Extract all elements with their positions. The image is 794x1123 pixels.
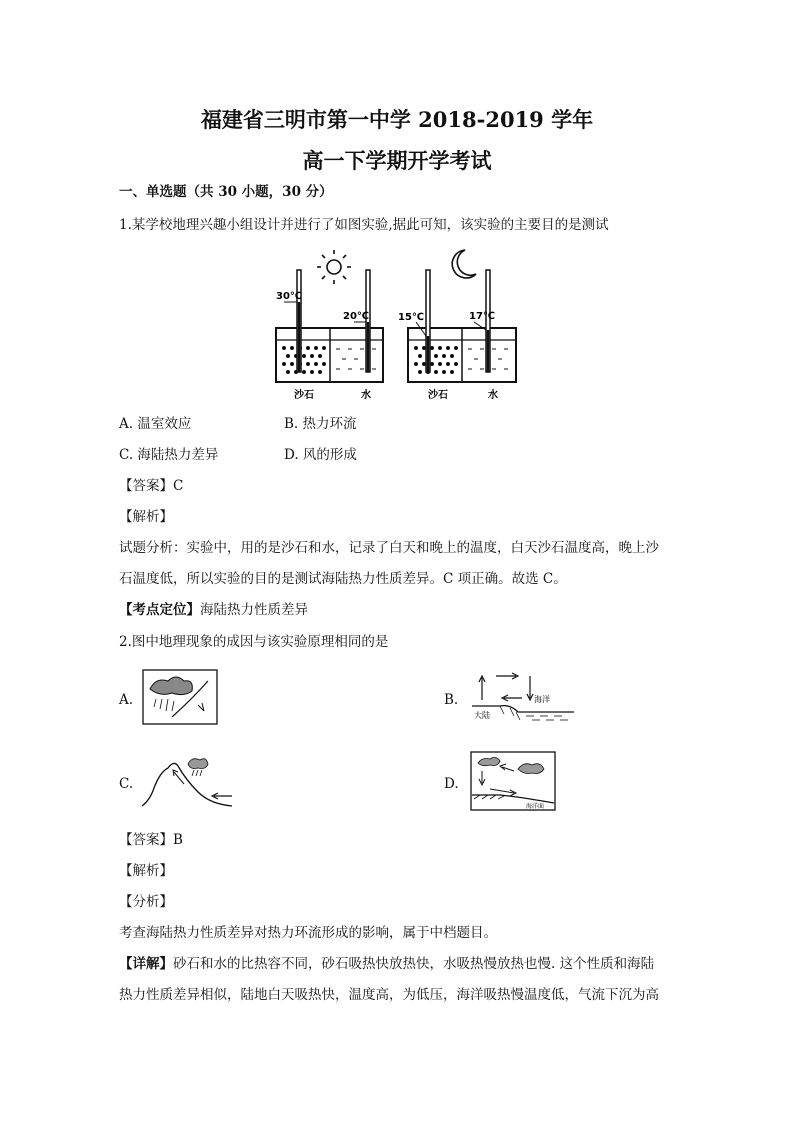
q1-option-d: D. 风的形成 [284,447,357,463]
q2-stem: 2.图中地理现象的成因与该实验原理相同的是 [119,634,389,650]
page-title-line1: 福建省三明市第一中学 2018-2019 学年 [200,107,594,132]
sun-icon [317,250,351,284]
night-water-temp: 17℃ [469,311,496,322]
night-sand-temp: 15℃ [398,312,425,323]
q1-option-a: A. 温室效应 [119,416,192,432]
q2-detail-text1: 砂石和水的比热容不同，砂石吸热快放热快，水吸热慢放热也慢. 这个性质和海陆 [173,956,655,972]
day-water-label: 水 [361,390,371,401]
q2-figure-d [470,751,556,811]
q2-d-sea-label: 海洋面 [526,803,545,810]
q1-analysis-title: 【解析】 [119,509,173,525]
q1-option-c: C. 海陆热力差异 [119,447,219,463]
q2-option-c-label: C. [119,776,134,792]
q2-figure-a [142,669,218,725]
q1-analysis-line1: 试题分析：实验中，用的是沙石和水，记录了白天和晚上的温度，白天沙石温度高，晚上沙 [119,540,659,556]
q2-b-land-label: 大陆 [474,711,490,720]
q2-option-d-label: D. [444,776,459,792]
night-water-label: 水 [488,390,498,401]
q2-b-sea-label: 海洋 [534,695,550,704]
moon-icon [452,250,476,278]
q2-detail-line2: 热力性质差异相似，陆地白天吸热快，温度高，为低压，海洋吸热慢温度低，气流下沉为高 [119,987,659,1003]
q1-stem: 1.某学校地理兴趣小组设计并进行了如图实验,据此可知，该实验的主要目的是测试 [119,217,609,233]
q2-figure-b [470,668,578,726]
q2-figure-c [140,752,236,810]
q2-fenxi-text: 考查海陆热力性质差异对热力环流形成的影响，属于中档题目。 [119,925,497,941]
q2-option-a-label: A. [119,692,134,708]
night-sand-label: 沙石 [428,390,448,401]
q2-analysis-title: 【解析】 [119,863,173,879]
day-sand-label: 沙石 [294,390,314,401]
q2-detail-line1 [119,958,654,972]
day-water-temp: 20℃ [343,311,370,322]
q2-answer: 【答案】B [119,832,183,848]
page-title-line2: 高一下学期开学考试 [302,148,492,173]
q1-kaodian-text: 海陆热力性质差异 [200,602,308,618]
section-heading: 一、单选题（共 30 小题，30 分） [119,184,333,200]
q2-detail-label: 【详解】 [119,956,173,972]
day-sand-temp: 30℃ [276,291,303,302]
q1-kaodian-label: 【考点定位】 [119,602,200,618]
q1-experiment-figure [270,242,525,402]
q1-answer: 【答案】C [119,478,184,494]
q1-analysis-line2: 石温度低，所以实验的目的是测试海陆热力性质差异。C 项正确。故选 C。 [119,571,567,587]
q1-option-b: B. 热力环流 [284,416,357,432]
q2-fenxi-title: 【分析】 [119,894,173,910]
q2-option-b-label: B. [444,692,459,708]
q1-kaodian [119,604,308,618]
